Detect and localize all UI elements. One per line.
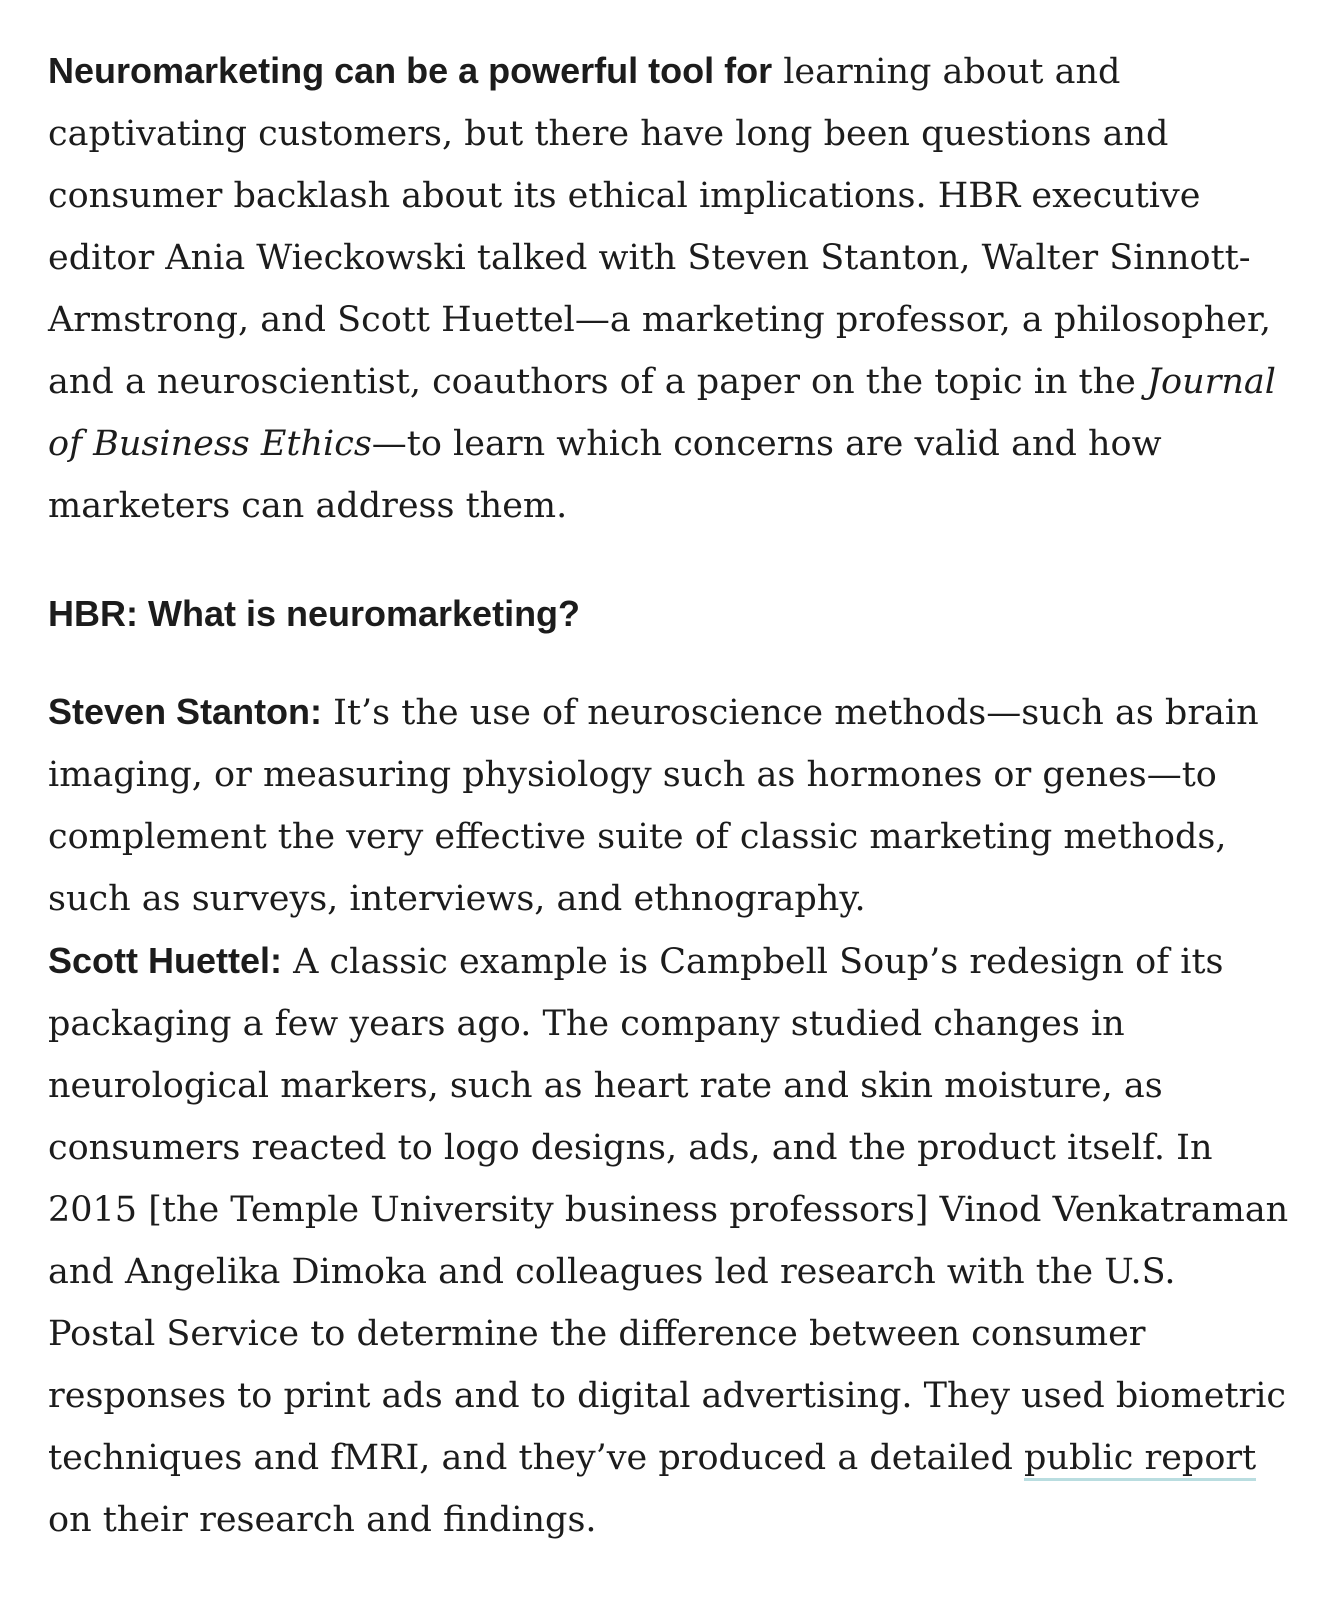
intro-paragraph	[48, 40, 1293, 537]
answer-text: It’s the use of neuroscience methods—such as brain imaging, or measuring physiology such as hormones or genes—to complement the very effective suite of classic marketing methods, such as surveys, interviews, and ethnography.	[48, 693, 1259, 919]
answer-stanton	[48, 681, 1293, 930]
journal-title: Journal of Business Ethics	[48, 362, 1276, 464]
answer-text-end: on their research and findings.	[48, 1500, 597, 1540]
article-body	[48, 40, 1293, 1551]
intro-text: learning about and captivating customers, but there have long been questions and consumer backlash about its ethical implications. HBR executive editor Ania Wieckowski talked with Steven Stanton, Walter Sinnott-Armstrong, and Scott Huettel—a marketing professor, a philosopher, and a neuroscientist, coauthors of a paper on the topic in the	[48, 52, 1272, 402]
answer-text: A classic example is Campbell Soup’s redesign of its packaging a few years ago. The company studied changes in neurological markers, such as heart rate and skin moisture, as consumers reacted to logo designs, ads, and the product itself. In 2015 [the Temple University business professors] Vinod Venkatraman and Angelika Dimoka and colleagues led research with the U.S. Postal Service to determine the difference between consumer responses to print ads and to digital advertising. They used biometric techniques and fMRI, and they’ve produced a detailed	[48, 942, 1289, 1478]
intro-text-end: —to learn which concerns are valid and how marketers can address them.	[48, 424, 1162, 526]
speaker-name: Scott Huettel:	[48, 940, 282, 981]
answer-huettel	[48, 930, 1293, 1551]
speaker-name: Steven Stanton:	[48, 691, 323, 732]
intro-lead-strong: Neuromarketing can be a powerful tool for	[48, 50, 773, 91]
public-report-link[interactable]: public report	[1024, 1438, 1256, 1481]
interview-question: HBR: What is neuromarketing?	[48, 593, 581, 634]
